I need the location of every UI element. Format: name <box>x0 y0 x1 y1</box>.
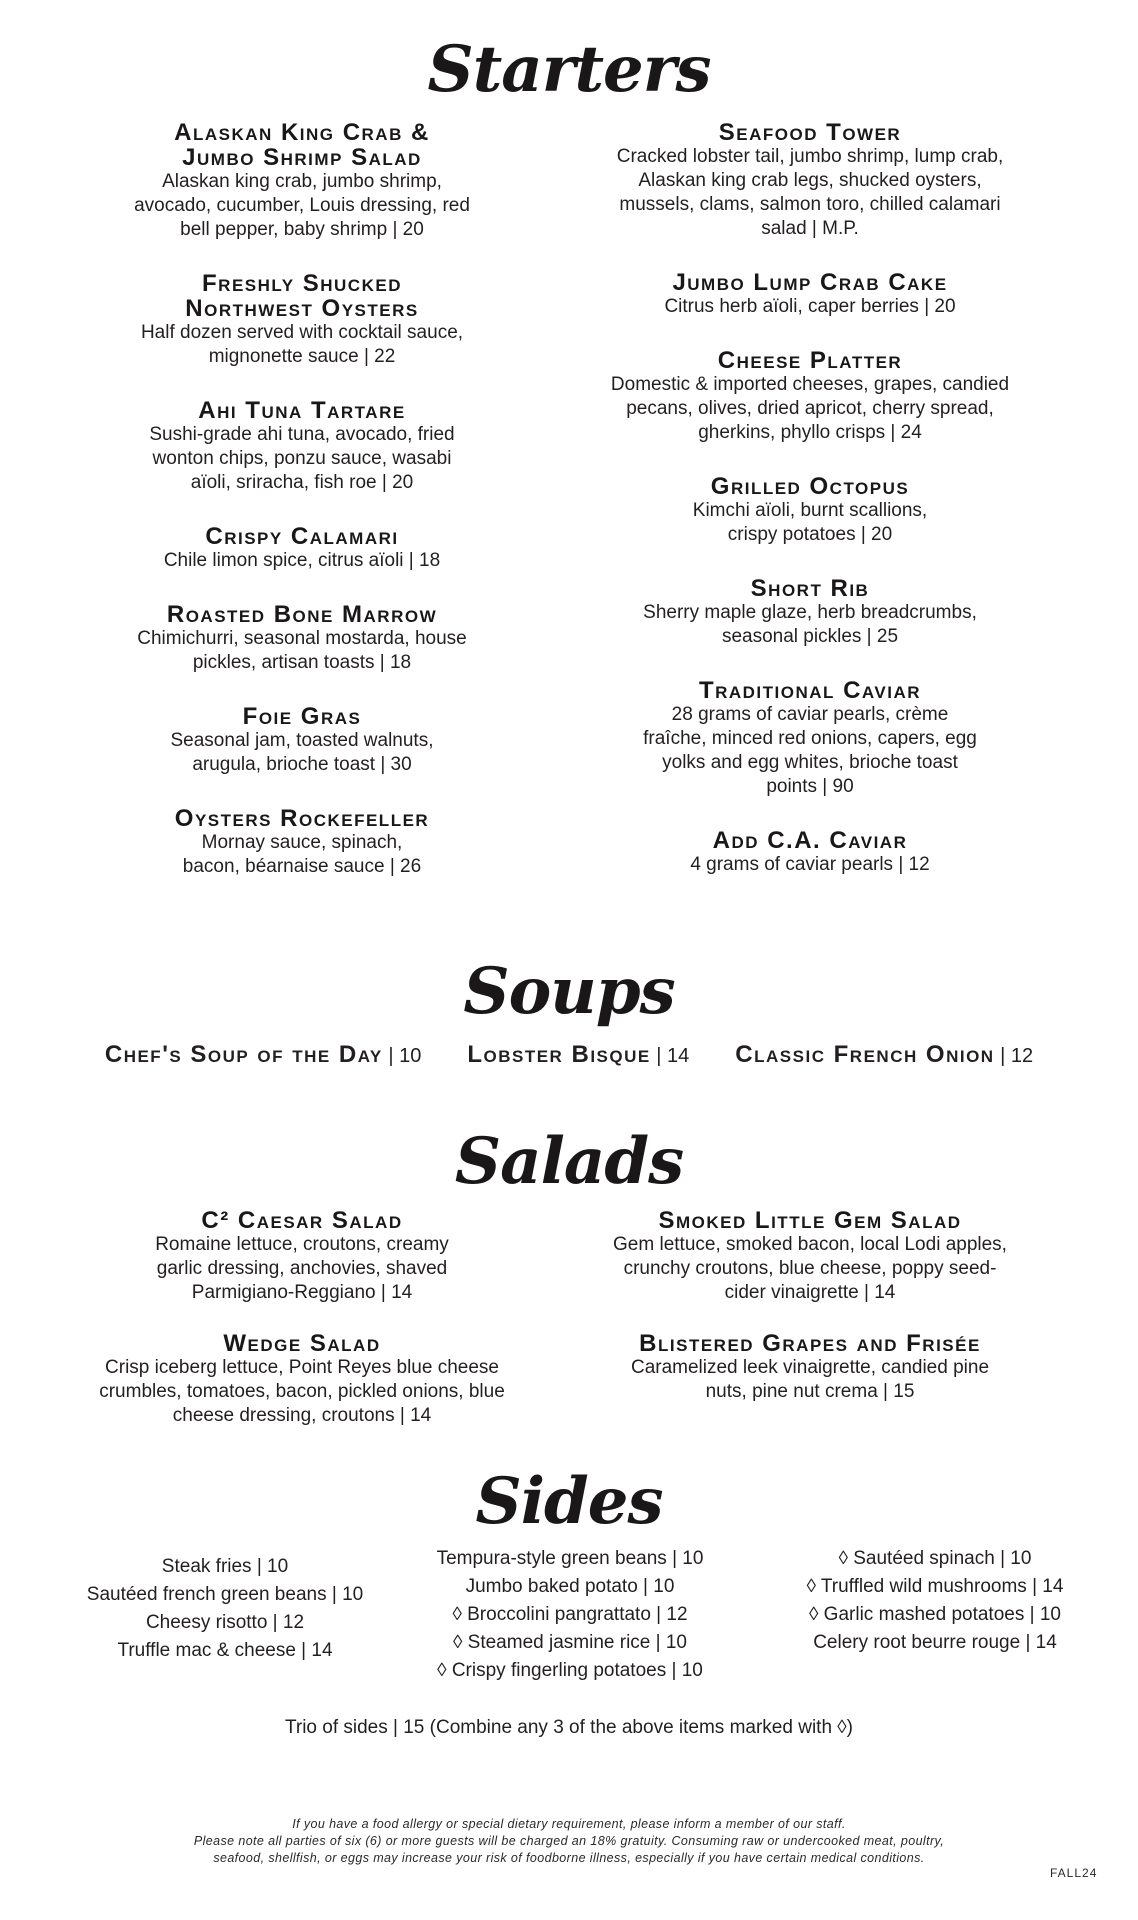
sides-column-3 <box>760 1545 1110 1657</box>
item-description: Chile limon spice, citrus aïoli | 18 <box>163 550 441 571</box>
gratuity-notice: Please note all parties of six (6) or more guests will be charged an 18% gratuity. Consuming raw or undercooked meat, poultry, <box>193 1834 945 1848</box>
side-item: Truffle mac & cheese | 14 <box>117 1640 333 1661</box>
menu-item <box>600 120 1020 241</box>
salads-left-column <box>92 1208 512 1457</box>
side-item: Cheesy risotto | 12 <box>145 1612 305 1633</box>
item-name: Short Rib <box>750 575 870 602</box>
item-description: Mornay sauce, spinach, bacon, béarnaise sauce | 26 <box>182 832 422 877</box>
side-item: Tempura-style green beans | 10 <box>436 1548 704 1569</box>
item-description: Romaine lettuce, croutons, creamy garlic dressing, anchovies, shaved Parmigiano-Reggiano | 14 <box>155 1234 449 1303</box>
starters-heading: Starters <box>427 32 711 107</box>
footer-disclaimer <box>0 1816 1138 1867</box>
soups-heading: Soups <box>463 954 675 1029</box>
side-item: ◊ Crispy fingerling potatoes | 10 <box>437 1660 703 1681</box>
salads-heading: Salads <box>454 1124 684 1199</box>
menu-item <box>600 270 1020 319</box>
item-name: Smoked Little Gem Salad <box>658 1207 962 1234</box>
item-description: Kimchi aïoli, burnt scallions, crispy potatoes | 20 <box>692 500 928 545</box>
item-description: Chimichurri, seasonal mostarda, house pickles, artisan toasts | 18 <box>137 628 467 673</box>
menu-item <box>92 806 512 879</box>
menu-item <box>92 524 512 573</box>
menu-item <box>92 398 512 495</box>
side-item: Celery root beurre rouge | 14 <box>813 1632 1057 1653</box>
menu-item <box>92 1331 512 1428</box>
soups-list <box>0 1042 1138 1069</box>
item-name: Foie Gras <box>242 703 362 730</box>
menu-item <box>92 602 512 675</box>
soup-price: | 12 <box>1000 1045 1034 1067</box>
menu-item <box>92 1208 512 1305</box>
item-description: 28 grams of caviar pearls, crème fraîche, minced red onions, capers, egg yolks and egg whites, brioche toast points | 90 <box>643 704 977 797</box>
food-safety-notice: seafood, shellfish, or eggs may increase your risk of foodborne illness, especially if you have certain medical conditions. <box>213 1851 925 1865</box>
item-name: Roasted Bone Marrow <box>166 601 438 628</box>
item-name: Jumbo Lump Crab Cake <box>672 269 948 296</box>
item-name: Cheese Platter <box>717 347 903 374</box>
item-name: Traditional Caviar <box>698 677 922 704</box>
item-name: Ahi Tuna Tartare <box>198 397 406 424</box>
menu-item <box>600 678 1020 799</box>
salads-right-column <box>600 1208 1020 1433</box>
sides-column-2 <box>395 1545 745 1685</box>
side-item: Sautéed french green beans | 10 <box>86 1584 364 1605</box>
item-description: Domestic & imported cheeses, grapes, candied pecans, olives, dried apricot, cherry spread, gherkins, phyllo crisps | 24 <box>610 374 1010 443</box>
soup-item <box>735 1042 1033 1069</box>
item-name: Crispy Calamari <box>205 523 399 550</box>
menu-item <box>600 828 1020 877</box>
item-description: Seasonal jam, toasted walnuts, arugula, brioche toast | 30 <box>170 730 434 775</box>
side-item: ◊ Garlic mashed potatoes | 10 <box>809 1604 1061 1625</box>
side-item: Jumbo baked potato | 10 <box>465 1576 675 1597</box>
item-name: Wedge Salad <box>223 1330 381 1357</box>
item-name: Alaskan King Crab & Jumbo Shrimp Salad <box>174 119 430 171</box>
item-name: C² Caesar Salad <box>201 1207 403 1234</box>
item-description: Sherry maple glaze, herb breadcrumbs, seasonal pickles | 25 <box>643 602 977 647</box>
item-description: Citrus herb aïoli, caper berries | 20 <box>664 296 956 317</box>
item-description: Alaskan king crab, jumbo shrimp, avocado, cucumber, Louis dressing, red bell pepper, baby shrimp | 20 <box>134 171 470 240</box>
item-name: Freshly Shucked Northwest Oysters <box>185 270 419 322</box>
item-name: Seafood Tower <box>718 119 902 146</box>
item-description: Half dozen served with cocktail sauce, mignonette sauce | 22 <box>140 322 464 367</box>
item-description: Sushi-grade ahi tuna, avocado, fried wonton chips, ponzu sauce, wasabi aïoli, sriracha, fish roe | 20 <box>149 424 455 493</box>
menu-item <box>600 576 1020 649</box>
menu-item <box>92 120 512 242</box>
soup-item <box>467 1042 689 1069</box>
item-description: Crisp iceberg lettuce, Point Reyes blue cheese crumbles, tomatoes, bacon, pickled onions, blue cheese dressing, croutons | 14 <box>99 1357 505 1426</box>
menu-item <box>600 1331 1020 1404</box>
side-item: Steak fries | 10 <box>161 1556 289 1577</box>
menu-item <box>600 474 1020 547</box>
sides-column-1 <box>40 1553 410 1665</box>
menu-item <box>92 704 512 777</box>
season-code: FALL24 <box>1050 1866 1098 1880</box>
menu-item <box>600 348 1020 445</box>
item-description: Cracked lobster tail, jumbo shrimp, lump crab, Alaskan king crab legs, shucked oysters, mussels, clams, salmon toro, chilled calamari salad | M.P. <box>616 146 1004 239</box>
allergy-notice: If you have a food allergy or special dietary requirement, please inform a member of our staff. <box>292 1817 846 1831</box>
soup-item <box>105 1042 421 1069</box>
soup-name: Lobster Bisque <box>467 1041 651 1068</box>
item-name: Oysters Rockefeller <box>174 805 430 832</box>
side-item: ◊ Broccolini pangrattato | 12 <box>452 1604 688 1625</box>
soup-price: | 14 <box>656 1045 690 1067</box>
soup-name: Chef's Soup of the Day <box>104 1041 383 1068</box>
menu-item <box>92 271 512 369</box>
item-description: Caramelized leek vinaigrette, candied pine nuts, pine nut crema | 15 <box>630 1357 990 1402</box>
side-item: ◊ Truffled wild mushrooms | 14 <box>806 1576 1064 1597</box>
side-item: ◊ Steamed jasmine rice | 10 <box>453 1632 687 1653</box>
trio-of-sides: Trio of sides | 15 (Combine any 3 of the above items marked with ◊) <box>284 1717 854 1738</box>
item-description: Gem lettuce, smoked bacon, local Lodi apples, crunchy croutons, blue cheese, poppy seed-cider vinaigrette | 14 <box>613 1234 1007 1303</box>
soup-price: | 10 <box>388 1045 422 1067</box>
starters-right-column <box>600 120 1020 906</box>
side-item: ◊ Sautéed spinach | 10 <box>838 1548 1032 1569</box>
item-name: Add C.A. Caviar <box>712 827 908 854</box>
item-name: Blistered Grapes and Frisée <box>639 1330 981 1357</box>
starters-left-column <box>92 120 512 908</box>
menu-item <box>600 1208 1020 1305</box>
soup-name: Classic French Onion <box>735 1041 995 1068</box>
sides-heading: Sides <box>475 1464 663 1539</box>
item-description: 4 grams of caviar pearls | 12 <box>690 854 930 875</box>
item-name: Grilled Octopus <box>710 473 910 500</box>
